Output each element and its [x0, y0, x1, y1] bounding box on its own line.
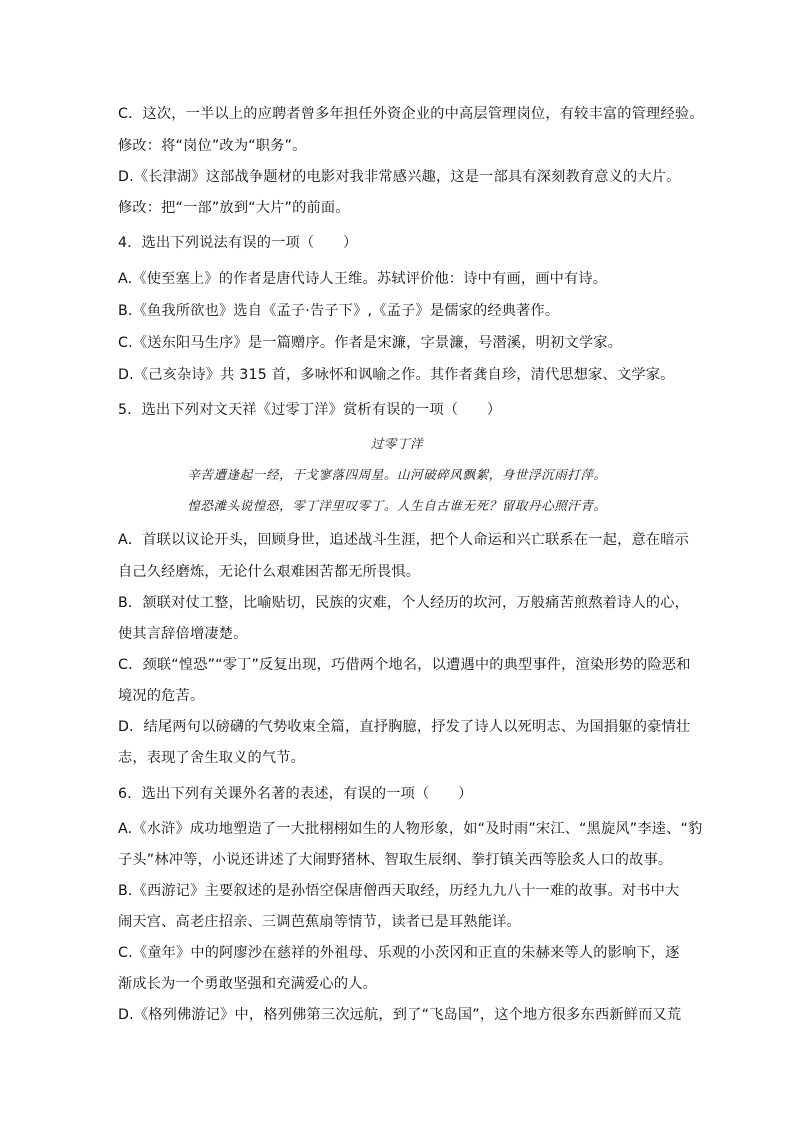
question-6-option-a-line-1: A.《水浒》成功地塑造了一大批栩栩如生的人物形象，如“及时雨”宋江、“黑旋风”李逵、“豹: [118, 821, 703, 837]
question-6-option-c-line-2: 渐成长为一个勇敢坚强和充满爱心的人。: [118, 976, 377, 992]
question-5-option-b-line-2: 使其言辞倍增凄楚。: [118, 626, 248, 642]
question-4-stem: 4．选出下列说法有误的一项（ ）: [118, 235, 358, 251]
question-6-option-b-line-2: 闹天宫、高老庄招亲、三调芭蕉扇等情节，读者已是耳熟能详。: [118, 914, 521, 930]
question-4-option-c: C.《送东阳马生序》是一篇赠序。作者是宋濂，字景濂，号潜溪，明初文学家。: [118, 335, 622, 351]
question-5-option-c-line-1: C．颈联“惶恐”“零丁”反复出现，巧借两个地名，以遭遇中的典型事件，渲染形势的险恶和: [118, 657, 691, 673]
question-5-option-d-line-2: 志，表现了舍生取义的气节。: [118, 750, 306, 766]
option-c-sentence: C．这次，一半以上的应聘者曾多年担任外资企业的中高层管理岗位，有较丰富的管理经验。: [118, 106, 704, 122]
poem-line-2: 惶恐滩头说惶恐，零丁洋里叹零丁。人生自古谁无死？留取丹心照汗青。: [187, 498, 607, 513]
question-5-stem: 5．选出下列对文天祥《过零丁洋》赏析有误的一项（ ）: [118, 402, 502, 418]
question-6-stem: 6．选出下列有关课外名著的表述，有误的一项（ ）: [118, 786, 473, 802]
question-6-option-b-line-1: B.《西游记》主要叙述的是孙悟空保唐僧西天取经，历经九九八十一难的故事。对书中大: [118, 883, 680, 899]
question-5-option-c-line-2: 境况的危苦。: [118, 688, 205, 704]
question-6-option-c-line-1: C.《童年》中的阿廖沙在慈祥的外祖母、乐观的小茨冈和正直的朱赫来等人的影响下，逐: [118, 945, 680, 961]
question-5-option-d-line-1: D．结尾两句以磅礴的气势收束全篇，直抒胸臆，抒发了诗人以死明志、为国捐躯的豪情壮: [118, 719, 691, 735]
question-5-option-b-line-1: B．颔联对仗工整，比喻贴切，民族的灾难，个人经历的坎河，万般痛苦煎熬着诗人的心，: [118, 595, 690, 611]
question-6-option-d-line-1: D.《格列佛游记》中，格列佛第三次远航，到了“飞岛国”，这个地方很多东西新鲜而又荒: [118, 1007, 682, 1023]
option-d-sentence: D.《长津湖》这部战争题材的电影对我非常感兴趣，这是一部具有深刻教育意义的大片。: [118, 169, 681, 185]
poem-line-1: 辛苦遭逢起一经，干戈寥落四周星。山河破碎风飘絮，身世浮沉雨打萍。: [187, 467, 607, 482]
question-4-option-b: B.《鱼我所欲也》选自《孟子·告子下》,《孟子》是儒家的经典著作。: [118, 303, 560, 319]
question-4-option-a: A.《使至塞上》的作者是唐代诗人王维。苏轼评价他：诗中有画，画中有诗。: [118, 271, 608, 287]
question-6-option-a-line-2: 子头”林冲等，小说还讲述了大闹野猪林、智取生辰纲、拳打镇关西等脍炙人口的故事。: [118, 852, 673, 868]
question-4-option-d: D.《己亥杂诗》共 315 首，多咏怀和讽喻之作。其作者龚自珍，清代思想家、文学家。: [118, 367, 675, 383]
option-d-revision: 修改：把“一部”放到“大片”的前面。: [118, 200, 350, 216]
question-5-option-a-line-1: A．首联以议论开头，回顾身世，追述战斗生涯，把个人命运和兴亡联系在一起，意在暗示: [118, 532, 690, 548]
poem-title: 过零丁洋: [370, 436, 424, 451]
question-5-option-a-line-2: 自己久经磨炼，无论什么艰难困苦都无所畏惧。: [118, 564, 421, 580]
option-c-revision: 修改：将“岗位”改为“职务”。: [118, 138, 307, 154]
